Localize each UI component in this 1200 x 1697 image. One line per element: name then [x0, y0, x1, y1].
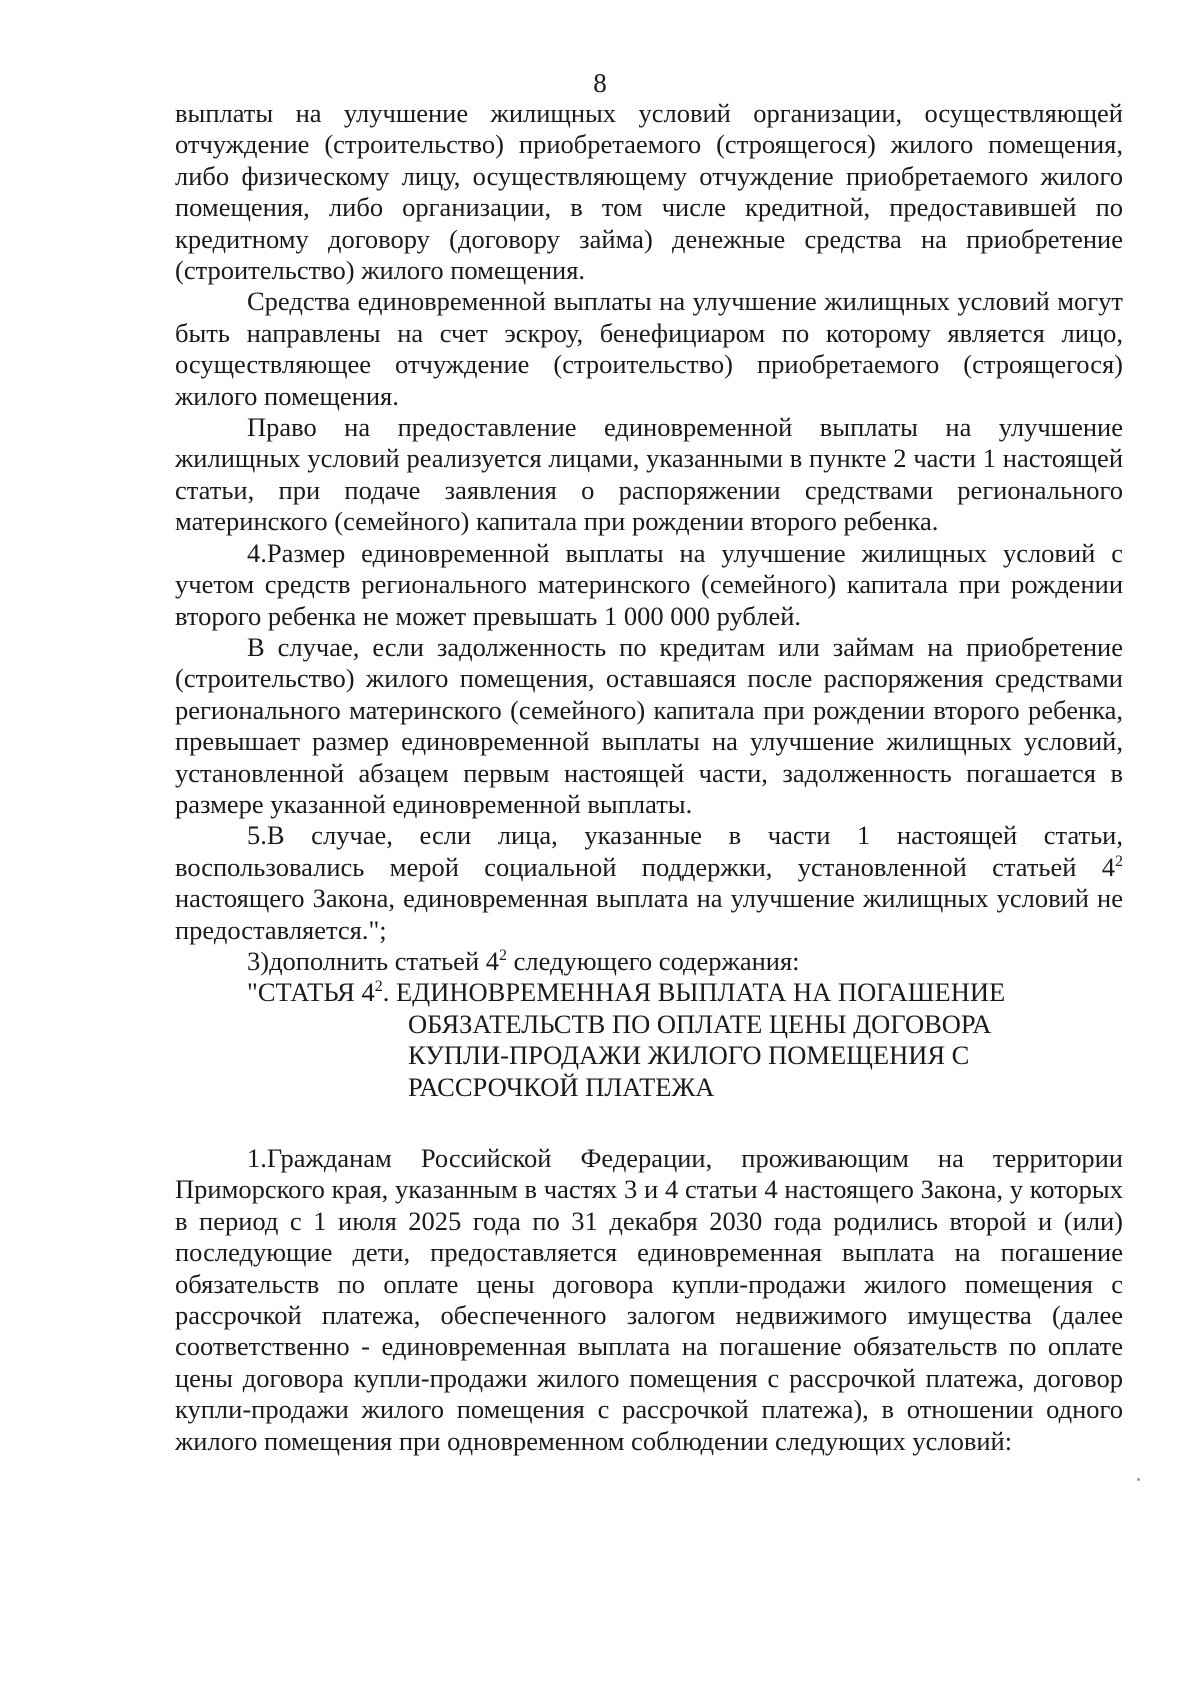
scan-speck	[1137, 1478, 1140, 1481]
paragraph-escrow-account: Средства единовременной выплаты на улучшение жилищных условий могут быть направлены на счет эскроу, бенефициаром по которому является лицо, осуществляющее отчуждение (строительство) приобретаемого (строящегося) жилого помещения.	[175, 286, 1123, 411]
paragraph-part-5-exclusion	[175, 820, 1123, 946]
paragraph-right-to-payment: Право на предоставление единовременной выплаты на улучшение жилищных условий реализуется лицами, указанными в пункте 2 части 1 настоящей статьи, при подаче заявления о распоряжении средствами регионального материнского (семейного) капитала при рождении второго ребенка.	[175, 412, 1123, 537]
document-body	[175, 98, 1123, 1457]
article-heading-line-4: РАССРОЧКОЙ ПЛАТЕЖА	[408, 1071, 715, 1102]
paragraph-part-5-text-b: настоящего Закона, единовременная выплата на улучшение жилищных условий не предоставляется.";	[175, 883, 1123, 945]
superscript-2: 2	[1115, 852, 1123, 870]
paragraph-amendment-3	[175, 946, 1123, 977]
page-number: 8	[593, 68, 607, 98]
paragraph-part-5-text-a: 5.В случае, если лица, указанные в части 1 настоящей статьи, воспользовались мерой социальной поддержки, установленной статьей 4	[175, 820, 1123, 882]
article-heading-prefix: "СТАТЬЯ 4	[247, 977, 375, 1008]
article-heading	[175, 977, 1123, 1103]
superscript-2: 2	[499, 947, 507, 965]
article-heading-line-3: КУПЛИ-ПРОДАЖИ ЖИЛОГО ПОМЕЩЕНИЯ С	[408, 1040, 970, 1071]
article-heading-line-1	[247, 977, 1123, 1008]
superscript-2: 2	[374, 978, 383, 996]
article-heading-title-start: . ЕДИНОВРЕМЕННАЯ ВЫПЛАТА НА ПОГАШЕНИЕ	[382, 977, 1006, 1008]
article-heading-line-2: ОБЯЗАТЕЛЬСТВ ПО ОПЛАТЕ ЦЕНЫ ДОГОВОРА	[408, 1008, 992, 1039]
paragraph-debt-exceeds: В случае, если задолженность по кредитам или займам на приобретение (строительство) жилого помещения, оставшаяся после распоряжения средствами регионального материнского (семейного) капитала при рождении второго ребенка, превышает размер единовременной выплаты на улучшение жилищных условий, установленной абзацем первым настоящей части, задолженность погашается в размере указанной единовременной выплаты.	[175, 631, 1123, 819]
section-spacer	[175, 1103, 1123, 1143]
paragraph-article-part-1: 1.Гражданам Российской Федерации, проживающим на территории Приморского края, указанным в частях 3 и 4 статьи 4 настоящего Закона, у которых в период с 1 июля 2025 года по 31 декабря 2030 года родились второй и (или) последующие дети, предоставляется единовременная выплата на погашение обязательств по оплате цены договора купли-продажи жилого помещения с рассрочкой платежа, обеспеченного залогом недвижимого имущества (далее соответственно - единовременная выплата на погашение обязательств по оплате цены договора купли-продажи жилого помещения с рассрочкой платежа, договор купли-продажи жилого помещения с рассрочкой платежа), в отношении одного жилого помещения при одновременном соблюдении следующих условий:	[175, 1143, 1123, 1456]
paragraph-payment-recipients: выплаты на улучшение жилищных условий организации, осуществляющей отчуждение (строительство) приобретаемого (строящегося) жилого помещения, либо физическому лицу, осуществляющему отчуждение приобретаемого жилого помещения, либо организации, в том числе кредитной, предоставившей по кредитному договору (договору займа) денежные средства на приобретение (строительство) жилого помещения.	[175, 98, 1123, 286]
amendment-3-text-a: 3)дополнить статьей 4	[247, 945, 499, 976]
paragraph-part-4-amount: 4.Размер единовременной выплаты на улучшение жилищных условий с учетом средств регионального материнского (семейного) капитала при рождении второго ребенка не может превышать 1 000 000 рублей.	[175, 537, 1123, 631]
amendment-3-text-b: следующего содержания:	[507, 945, 800, 976]
